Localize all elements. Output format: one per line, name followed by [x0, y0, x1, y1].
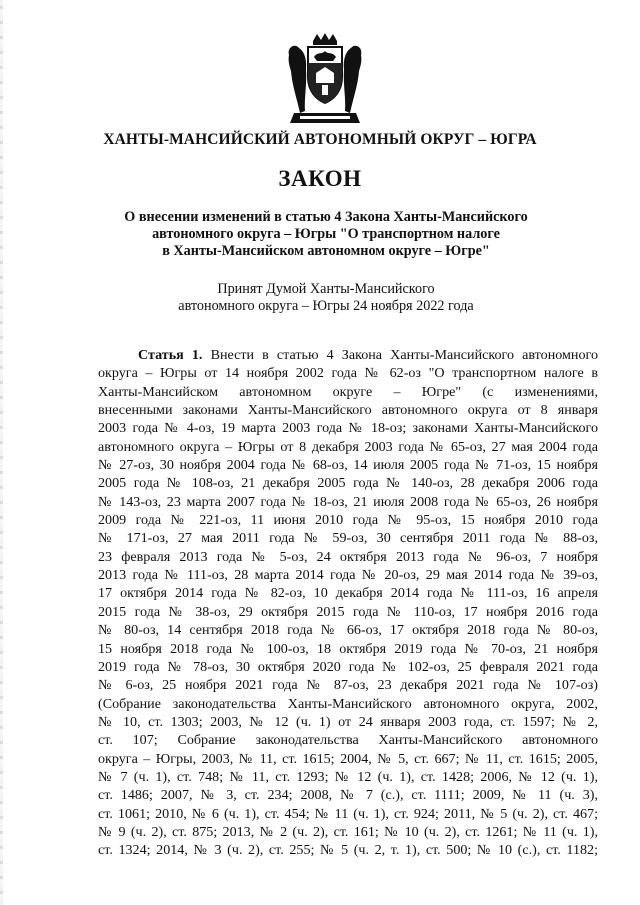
article-line: 2015 года № 38-оз, 29 октября 2015 года № 110-оз, 17 ноября 2016 года [98, 603, 598, 620]
article-line: № 10, ст. 1303; 2003, № 12 (ч. 1) от 24 января 2003 года, ст. 1597; № 2, [98, 713, 598, 730]
article-line: ст. 1324; 2014, № 3 (ч. 2), ст. 255; № 5 (ч. 2, т. 1), ст. 500; № 10 (с.), ст. 1182; [98, 842, 598, 859]
article-line: 23 февраля 2013 года № 5-оз, 24 октября 2013 года № 96-оз, 7 ноября [98, 548, 598, 565]
article-line: 15 ноября 2018 года № 100-оз, 18 октября 2019 года № 70-оз, 21 ноября [98, 640, 598, 657]
article-line: 2019 года № 78-оз, 30 октября 2020 года № 102-оз, 25 февраля 2021 года [98, 658, 598, 675]
article-line: Ханты-Мансийском автономном округе – Югре" (с изменениями, [98, 383, 598, 400]
article-line: 2005 года № 108-оз, 21 декабря 2005 года № 140-оз, 28 декабря 2006 года [98, 475, 598, 492]
law-subtitle [80, 209, 572, 259]
subtitle-line: автономного округа – Югры "О транспортном налоге [152, 225, 500, 242]
article-line: № 7 (ч. 1), ст. 748; № 11, ст. 1293; № 12 (ч. 1), ст. 1428; 2006, № 12 (ч. 1), [98, 768, 598, 785]
subtitle-line: в Ханты-Мансийском автономном округе – Югре" [162, 242, 490, 259]
article-line: ст. 107; Собрание законодательства Ханты-Мансийского автономного [98, 732, 598, 749]
adoption-note [120, 281, 532, 315]
article-line: округа – Югры от 14 ноября 2002 года № 62-оз "О транспортном налоге в [98, 365, 598, 382]
article-line: округа – Югры, 2003, № 11, ст. 1615; 2004, № 5, ст. 667; № 11, ст. 1615; 2005, [98, 750, 598, 767]
adoption-line: Принят Думой Ханты-Мансийского [217, 281, 435, 297]
article-line: № 143-оз, 23 марта 2007 года № 18-оз, 21 июля 2008 года № 65-оз, 26 ноября [98, 493, 598, 510]
article-line: (Собрание законодательства Ханты-Мансийского автономного округа, 2002, [98, 695, 598, 712]
article-label: Статья 1. [138, 347, 203, 363]
article-first-line [98, 346, 598, 364]
article-line: № 171-оз, 27 мая 2011 года № 59-оз, 30 сентября 2011 года № 88-оз, [98, 530, 598, 547]
article-line: 2003 года № 4-оз, 19 марта 2003 года № 18-оз; законами Ханты-Мансийского [98, 420, 598, 437]
subtitle-line: О внесении изменений в статью 4 Закона Ханты-Мансийского [124, 209, 528, 225]
article-line: ст. 1486; 2007, № 3, ст. 234; 2008, № 7 (с.), ст. 1111; 2009, № 11 (ч. 3), [98, 787, 598, 804]
article-line: № 6-оз, 25 ноября 2021 года № 87-оз, 23 декабря 2021 года № 107-оз) [98, 677, 598, 694]
article-line: 2009 года № 221-оз, 11 июня 2010 года № 95-оз, 15 ноября 2010 года [98, 512, 598, 529]
article-line: автономного округа – Югры от 8 декабря 2003 года № 65-оз, 27 мая 2004 года [98, 438, 598, 455]
article-line: № 9 (ч. 2), ст. 875; 2013, № 2 (ч. 2), ст. 161; № 10 (ч. 2), ст. 1261; № 11 (ч. 1), [98, 823, 598, 840]
article-line: 17 октября 2014 года № 82-оз, 10 декабря 2014 года № 111-оз, 16 апреля [98, 585, 598, 602]
article-line: 2013 года № 111-оз, 28 марта 2014 года № 20-оз, 29 мая 2014 года № 39-оз, [98, 567, 598, 584]
region-name: ХАНТЫ-МАНСИЙСКИЙ АВТОНОМНЫЙ ОКРУГ – ЮГРА [103, 131, 537, 148]
adoption-line: автономного округа – Югры 24 ноября 2022 года [178, 298, 474, 314]
article-first-line-text: Внести в статью 4 Закона Ханты-Мансийского автономного [210, 347, 599, 363]
article-line: ст. 1061; 2010, № 6 (ч. 1), ст. 454; № 11 (ч. 1), ст. 924; 2011, № 5 (ч. 2), ст. 467; [98, 805, 598, 822]
article-lines [98, 364, 598, 859]
article-line: № 80-оз, 14 сентября 2018 года № 66-оз, 17 октября 2018 года № 80-оз, [98, 622, 598, 639]
article-line: № 27-оз, 30 ноября 2004 года № 68-оз, 14 июля 2005 года № 71-оз, 15 ноября [98, 457, 598, 474]
document-type-title: ЗАКОН [278, 166, 362, 191]
article-1-body [98, 346, 598, 860]
coat-of-arms-icon [286, 33, 364, 125]
article-line: внесенными законами Ханты-Мансийского автономного округа от 8 января [98, 402, 598, 419]
